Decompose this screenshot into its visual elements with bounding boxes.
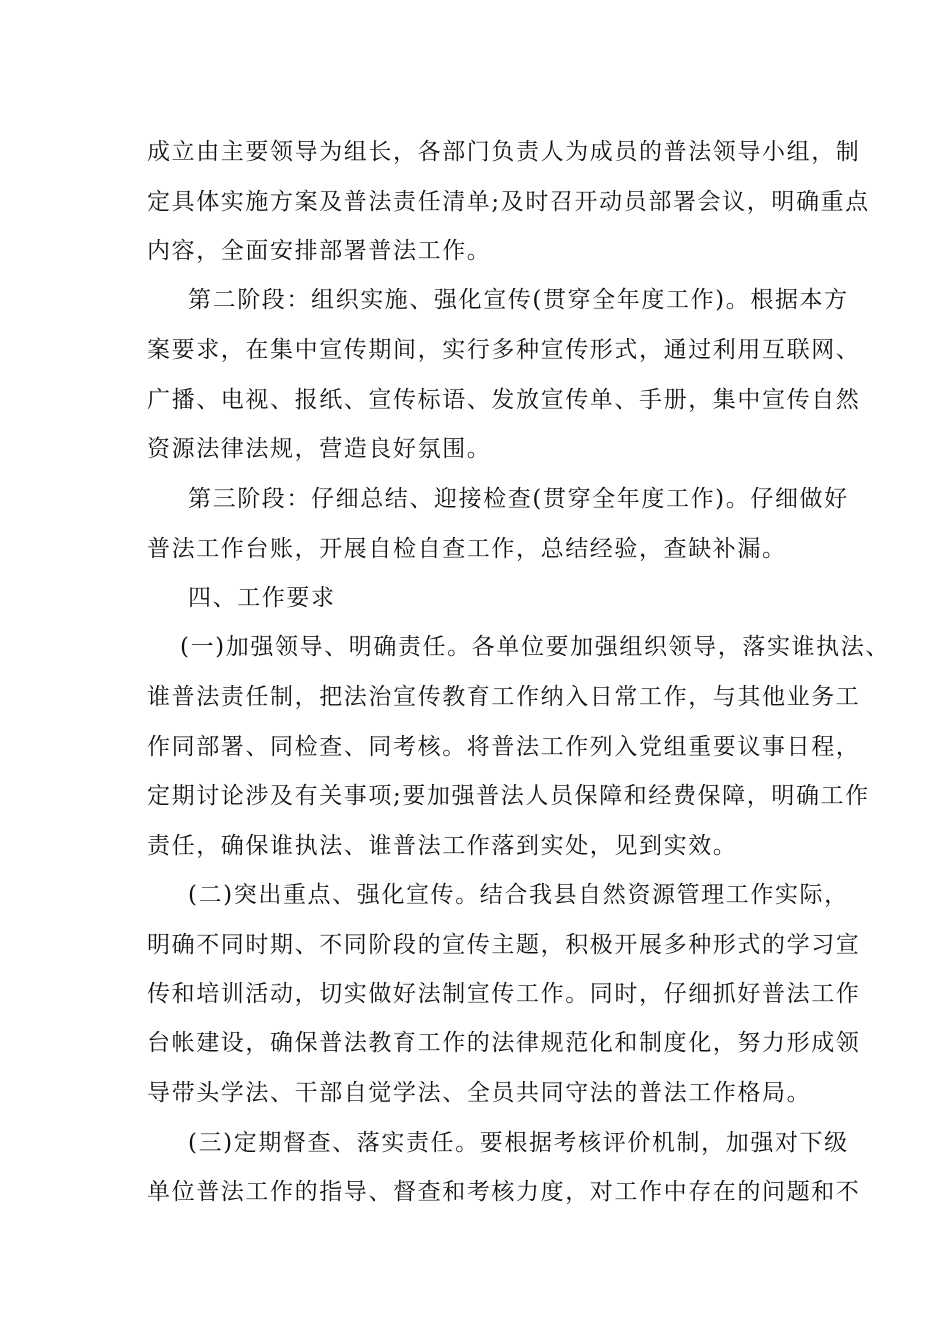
text-line: 普法工作台账，开展自检自查工作，总结经验，查缺补漏。 [147,536,787,562]
text-line: 台帐建设，确保普法教育工作的法律规范化和制度化，努力形成领 [147,1030,861,1056]
text-line: 成立由主要领导为组长，各部门负责人为成员的普法领导小组，制 [147,139,861,165]
text-line: 作同部署、同检查、同考核。将普法工作列入党组重要议事日程， [147,734,861,760]
text-line: (二)突出重点、强化宣传。结合我县自然资源管理工作实际， [188,882,849,908]
section-heading: 四、工作要求 [188,585,336,611]
text-line: 定期讨论涉及有关事项;要加强普法人员保障和经费保障，明确工作 [147,783,870,809]
text-line: 定具体实施方案及普法责任清单;及时召开动员部署会议，明确重点 [147,189,870,215]
text-line: 谁普法责任制，把法治宣传教育工作纳入日常工作，与其他业务工 [147,684,861,710]
text-line: 第三阶段：仔细总结、迎接检查(贯穿全年度工作)。仔细做好 [188,486,849,512]
text-line: 责任，确保谁执法、谁普法工作落到实处，见到实效。 [147,833,738,859]
text-line: 资源法律法规，营造良好氛围。 [147,436,492,462]
text-line: 内容，全面安排部署普法工作。 [147,238,492,264]
text-line: 第二阶段：组织实施、强化宣传(贯穿全年度工作)。根据本方 [188,287,849,313]
text-line: 明确不同时期、不同阶段的宣传主题，积极开展多种形式的学习宣 [147,932,861,958]
text-line: 案要求，在集中宣传期间，实行多种宣传形式，通过利用互联网、 [147,337,861,363]
text-line: (三)定期督查、落实责任。要根据考核评价机制，加强对下级 [188,1130,849,1156]
text-line: 传和培训活动，切实做好法制宣传工作。同时，仔细抓好普法工作 [147,981,861,1007]
text-line: 广播、电视、报纸、宣传标语、发放宣传单、手册，集中宣传自然 [147,387,861,413]
text-line: 单位普法工作的指导、督查和考核力度，对工作中存在的问题和不 [147,1179,861,1205]
text-line: (一)加强领导、明确责任。各单位要加强组织领导，落实谁执法、 [180,634,890,660]
text-line: 导带头学法、干部自觉学法、全员共同守法的普法工作格局。 [147,1080,812,1106]
